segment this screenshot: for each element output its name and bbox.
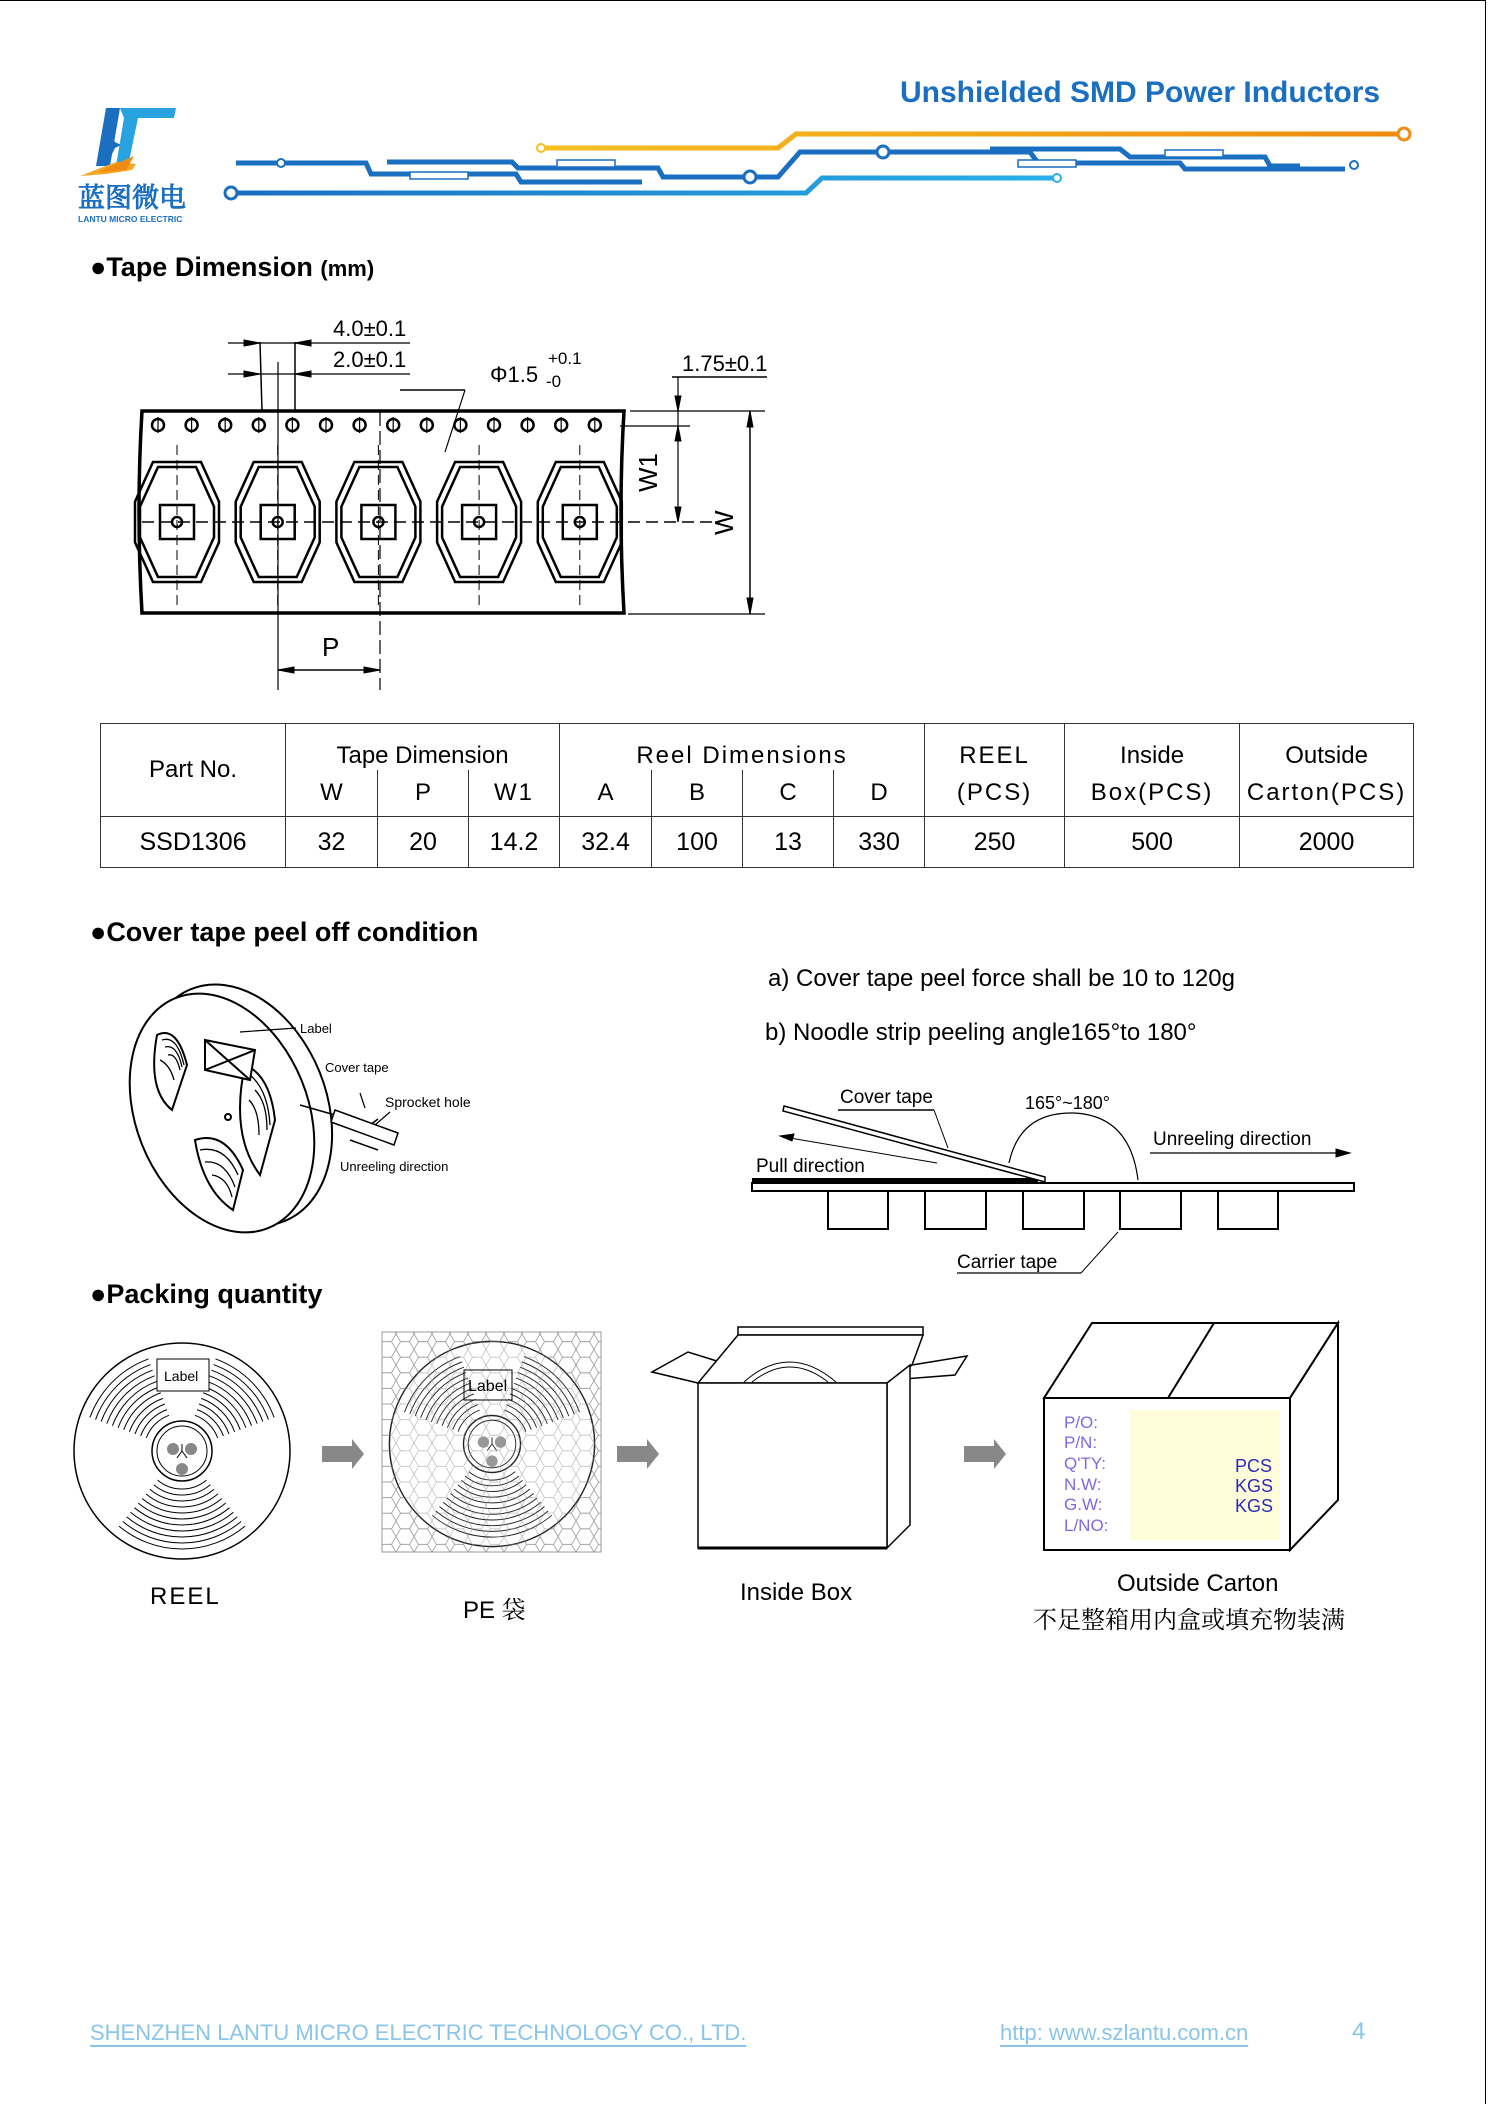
cell-b: 100 — [652, 817, 743, 868]
edge-dim: 1.75±0.1 — [682, 351, 768, 376]
subheader-a: A — [560, 770, 652, 817]
cell-p: 20 — [378, 817, 469, 868]
subheader-d: D — [834, 770, 925, 817]
cell-w: 32 — [286, 817, 378, 868]
tape-pocket — [336, 445, 420, 605]
w-label: W — [709, 510, 739, 535]
subheader-w: W — [286, 770, 378, 817]
reel-label-unreeling: Unreeling direction — [340, 1159, 449, 1174]
peel-label-pull: Pull direction — [756, 1156, 865, 1177]
header-outside: Outside — [1240, 724, 1414, 771]
carton-field-po: P/O: — [1064, 1413, 1099, 1432]
carton-unit-kgs-gw: KGS — [1235, 1496, 1274, 1516]
cell-part-no: SSD1306 — [101, 817, 286, 868]
subheader-c: C — [743, 770, 834, 817]
w1-label: W1 — [633, 453, 663, 492]
cell-reel: 250 — [925, 817, 1065, 868]
header-tape-dimension: Tape Dimension — [286, 724, 560, 771]
heading-text: Cover tape peel off condition — [106, 917, 479, 947]
bag-label-box: Label — [468, 1378, 508, 1395]
cell-outside: 2000 — [1240, 817, 1414, 868]
bullet-icon: ● — [90, 252, 107, 282]
cell-inside: 500 — [1065, 817, 1240, 868]
step-inside-box-label: Inside Box — [740, 1579, 853, 1606]
subheader-p: P — [378, 770, 469, 817]
spec-table — [100, 723, 1414, 868]
header-part-no: Part No. — [101, 724, 286, 817]
subheader-b: B — [652, 770, 743, 817]
bullet-icon: ● — [90, 917, 107, 947]
reel-label-cover-tape: Cover tape — [325, 1060, 389, 1075]
step-reel-label: REEL — [150, 1583, 221, 1610]
cell-d: 330 — [834, 817, 925, 868]
peel-angle-text: b) Noodle strip peeling angle165°to 180° — [765, 1019, 1197, 1046]
peel-label-unreeling: Unreeling direction — [1153, 1129, 1312, 1150]
reel-label-box: Label — [164, 1368, 199, 1384]
reel-cover-tape-drawing — [120, 960, 500, 1250]
footer-url-link[interactable]: http: www.szlantu.com.cn — [1000, 2020, 1249, 2045]
subheader-outside-pcs: Carton(PCS) — [1240, 770, 1414, 817]
peel-angle-drawing — [740, 1080, 1370, 1280]
subheader-w1: W1 — [469, 770, 560, 817]
footer-company: SHENZHEN LANTU MICRO ELECTRIC TECHNOLOGY CO., LTD. — [90, 2020, 747, 2045]
carton-field-lno: L/NO: — [1064, 1516, 1109, 1535]
subheader-inside-pcs: Box(PCS) — [1065, 770, 1240, 817]
hole-pitch-dim: 4.0±0.1 — [333, 316, 407, 341]
circuit-decoration — [0, 0, 1488, 220]
carton-unit-kgs-nw: KGS — [1235, 1476, 1274, 1496]
carton-field-pn: P/N: — [1064, 1433, 1098, 1452]
cover-tape-heading — [90, 917, 478, 948]
header-reel: REEL — [925, 724, 1065, 771]
tape-dimension-drawing — [0, 300, 800, 700]
reel-label-sprocket-hole: Sprocket hole — [385, 1094, 471, 1110]
carton-note: 不足整箱用内盒或填充物装满 — [1033, 1607, 1345, 1634]
carton-unit-pcs: PCS — [1235, 1456, 1273, 1476]
bullet-icon: ● — [90, 1279, 107, 1309]
carton-field-qty: Q'TY: — [1064, 1454, 1106, 1473]
document-title: Unshielded SMD Power Inductors — [900, 76, 1381, 109]
tape-dimension-heading — [90, 252, 374, 283]
heading-unit: (mm) — [320, 256, 375, 281]
p-label: P — [322, 632, 340, 662]
heading-text: Tape Dimension — [106, 252, 313, 282]
peel-label-carrier: Carrier tape — [957, 1252, 1058, 1273]
header-reel-dimensions: Reel Dimensions — [560, 724, 925, 771]
tape-pocket — [538, 445, 622, 605]
cell-c: 13 — [743, 817, 834, 868]
step-pe-bag-label: PE 袋 — [463, 1597, 526, 1624]
svg-text:蓝图微电: 蓝图微电 — [78, 183, 186, 213]
step-outside-carton-label: Outside Carton — [1117, 1570, 1279, 1597]
subheader-reel-pcs: (PCS) — [925, 770, 1065, 817]
svg-text:LANTU MICRO ELECTRIC: LANTU MICRO ELECTRIC — [78, 214, 183, 224]
packing-heading — [90, 1279, 322, 1310]
peel-label-angle: 165°~180° — [1025, 1093, 1110, 1113]
packing-drawing — [60, 1320, 1360, 1570]
carton-field-nw: N.W: — [1064, 1475, 1102, 1494]
header-inside: Inside — [1065, 724, 1240, 771]
page-number: 4 — [1352, 2018, 1366, 2045]
carton-field-gw: G.W: — [1064, 1495, 1103, 1514]
tape-pocket — [437, 445, 521, 605]
peel-label-cover-tape: Cover tape — [840, 1087, 933, 1108]
cell-a: 32.4 — [560, 817, 652, 868]
table-row — [101, 817, 1414, 868]
hole-offset-dim: 2.0±0.1 — [333, 347, 407, 372]
hole-tol-plus: +0.1 — [548, 349, 582, 368]
peel-force-text: a) Cover tape peel force shall be 10 to 120g — [768, 965, 1235, 992]
hole-diameter-dim: Φ1.5 — [490, 362, 539, 387]
heading-text: Packing quantity — [106, 1279, 323, 1309]
tape-pocket — [135, 445, 219, 605]
cell-w1: 14.2 — [469, 817, 560, 868]
reel-label-label: Label — [300, 1021, 332, 1036]
hole-tol-minus: -0 — [546, 372, 562, 391]
